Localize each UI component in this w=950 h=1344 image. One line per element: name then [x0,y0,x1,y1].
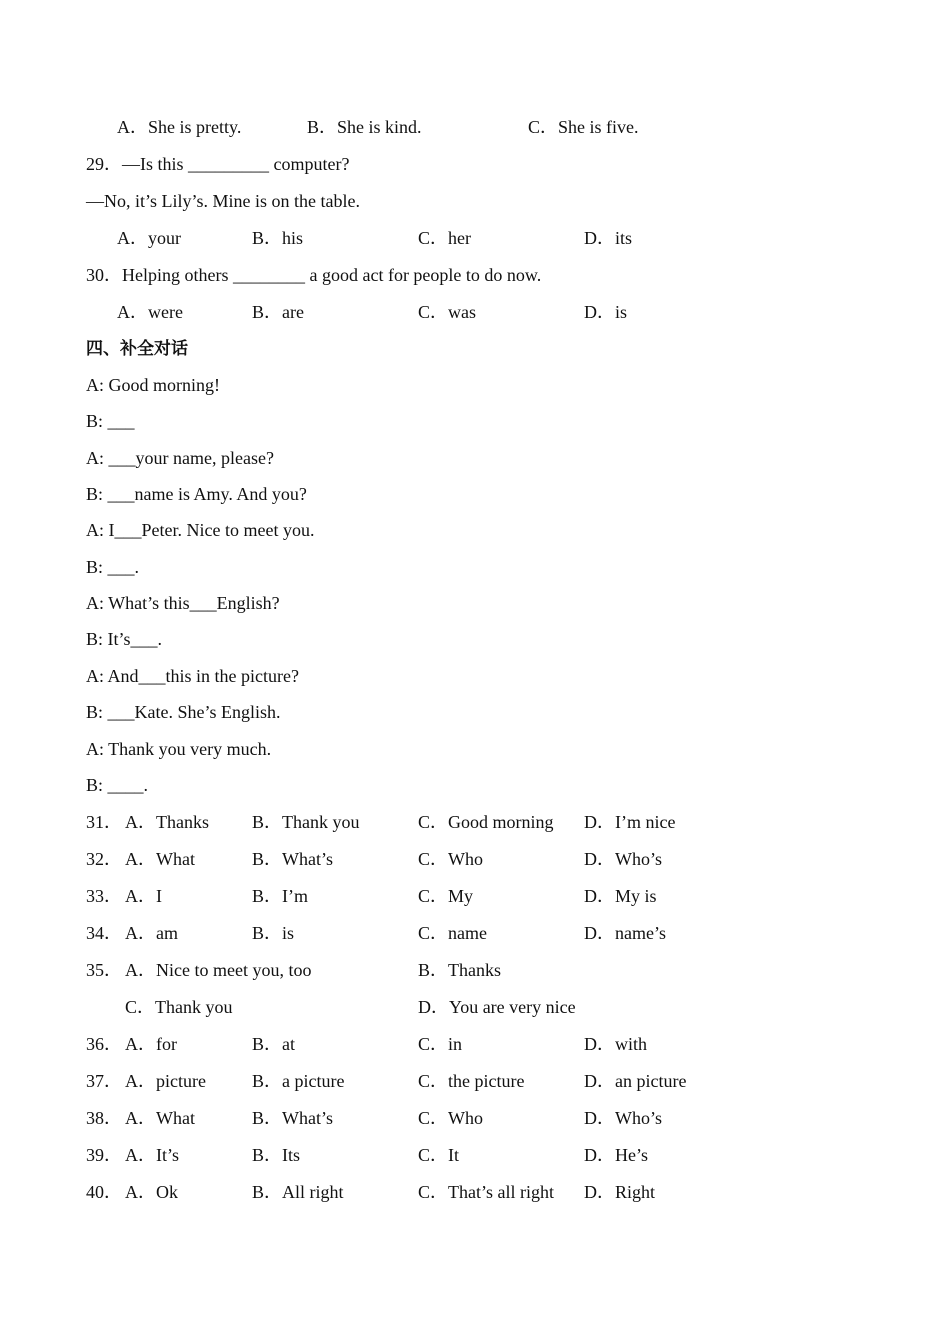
option-c: C．Who [418,1108,483,1128]
option-d: D．with [584,1034,647,1054]
option-a: A．It’s [125,1145,179,1165]
option-c: C．My [418,886,474,906]
option-a: A．She is pretty. [117,117,242,137]
dialogue-text: B: ___. [86,557,140,577]
option-a: A．What [125,1108,195,1128]
option-a: A．were [117,302,183,322]
section-title: 四、补全对话 [86,339,188,359]
option-d: D．its [584,228,633,248]
option-d: D．You are very nice [418,997,576,1017]
question-number: 38． [86,1108,122,1128]
dialogue-text: B: ___ [86,411,135,431]
option-d: D．Who’s [584,849,662,869]
option-b: B．are [252,302,304,322]
question-text: —No, it’s Lily’s. Mine is on the table. [86,191,360,211]
dialogue-text: A: Good morning! [86,375,220,395]
option-c: C．Who [418,849,483,869]
option-d: D．I’m nice [584,812,676,832]
question-number: 36． [86,1034,122,1054]
option-b: B．What’s [252,849,333,869]
question-number: 40． [86,1182,122,1202]
option-c: C．She is five. [528,117,639,137]
question-number: 31． [86,812,122,832]
option-a: A．your [117,228,181,248]
option-d: D．Who’s [584,1108,662,1128]
dialogue-text: B: ___Kate. She’s English. [86,702,281,722]
option-c: C．was [418,302,476,322]
option-c: C．Thank you [125,997,233,1017]
option-b: B．Thanks [418,960,501,980]
option-c: C．Good morning [418,812,554,832]
dialogue-text: A: What’s this___English? [86,593,280,613]
option-b: B．is [252,923,295,943]
option-c: C．name [418,923,487,943]
option-d: D．name’s [584,923,666,943]
option-d: D．an picture [584,1071,687,1091]
option-b: B．Its [252,1145,301,1165]
dialogue-text: A: ___your name, please? [86,448,274,468]
option-b: B．a picture [252,1071,345,1091]
dialogue-text: B: ____. [86,775,149,795]
option-c: C．her [418,228,471,248]
option-c: C．in [418,1034,463,1054]
option-a: A．picture [125,1071,206,1091]
option-d: D．is [584,302,628,322]
dialogue-text: A: I___Peter. Nice to meet you. [86,520,315,540]
option-a: A．What [125,849,195,869]
question-number: 32． [86,849,122,869]
option-b: B．at [252,1034,295,1054]
option-b: B．What’s [252,1108,333,1128]
option-d: D．My is [584,886,657,906]
option-a: A．am [125,923,178,943]
dialogue-text: A: And___this in the picture? [86,666,299,686]
dialogue-text: B: It’s___. [86,629,163,649]
option-a: A．Nice to meet you, too [125,960,312,980]
option-c: C．the picture [418,1071,525,1091]
option-b: B．his [252,228,304,248]
option-a: A．I [125,886,162,906]
question-number: 39． [86,1145,122,1165]
option-c: C．That’s all right [418,1182,554,1202]
question-number: 35． [86,960,122,980]
option-b: B．All right [252,1182,344,1202]
option-a: A．Thanks [125,812,209,832]
question-text: 30．Helping others ________ a good act for people to do now. [86,265,542,285]
option-c: C．It [418,1145,460,1165]
option-d: D．He’s [584,1145,648,1165]
dialogue-text: B: ___name is Amy. And you? [86,484,307,504]
option-b: B．Thank you [252,812,360,832]
option-a: A．for [125,1034,177,1054]
dialogue-text: A: Thank you very much. [86,739,272,759]
option-d: D．Right [584,1182,656,1202]
question-number: 34． [86,923,122,943]
option-b: B．I’m [252,886,308,906]
question-number: 37． [86,1071,122,1091]
question-text: 29．—Is this _________ computer? [86,154,350,174]
question-number: 33． [86,886,122,906]
option-b: B．She is kind. [307,117,422,137]
option-a: A．Ok [125,1182,178,1202]
